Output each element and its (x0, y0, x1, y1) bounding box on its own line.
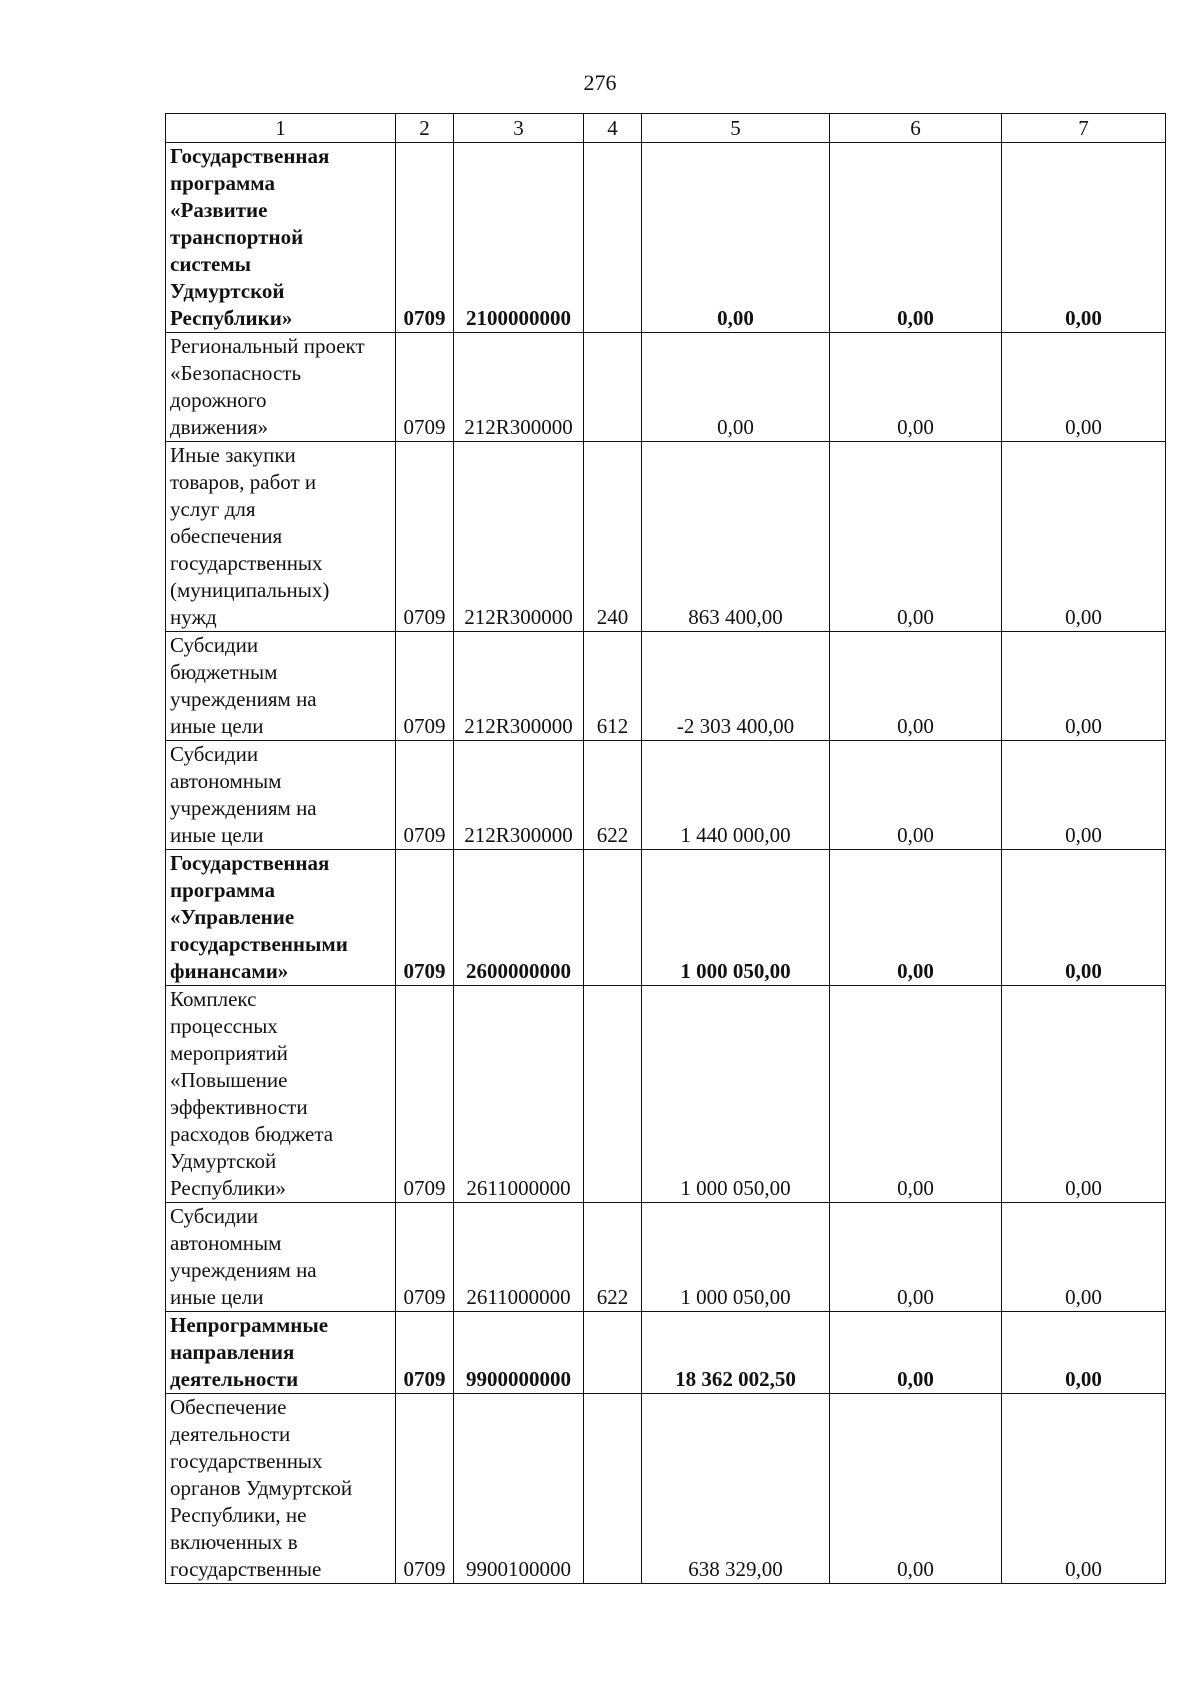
target-code-cell: 212R300000 (454, 741, 584, 850)
row-name-line: программа (170, 171, 275, 195)
target-code-cell: 2100000000 (454, 143, 584, 333)
expense-type-cell: 622 (584, 1203, 642, 1312)
row-name-line: товаров, работ и (170, 470, 317, 494)
expense-type-cell (584, 986, 642, 1203)
table-row (166, 986, 1166, 1203)
amount-col6-cell: 0,00 (830, 1203, 1002, 1312)
section-code-cell: 0709 (396, 1312, 454, 1394)
section-code-cell: 0709 (396, 333, 454, 442)
amount-col7-cell: 0,00 (1002, 1394, 1166, 1584)
section-code-cell: 0709 (396, 442, 454, 632)
amount-col6-cell: 0,00 (830, 442, 1002, 632)
column-header: 5 (642, 114, 830, 143)
row-name-line: бюджетным (170, 660, 278, 684)
row-name-line: Государственная (170, 851, 330, 875)
expense-type-cell: 240 (584, 442, 642, 632)
column-number-row (166, 114, 1166, 143)
table-row (166, 632, 1166, 741)
amount-col5-cell: 863 400,00 (642, 442, 830, 632)
table-row (166, 143, 1166, 333)
expense-type-cell (584, 1312, 642, 1394)
row-name-line: Удмуртской (170, 1149, 277, 1173)
column-header: 6 (830, 114, 1002, 143)
row-name-line: Субсидии (170, 633, 259, 657)
column-header: 4 (584, 114, 642, 143)
section-code-cell: 0709 (396, 850, 454, 986)
target-code-cell: 212R300000 (454, 632, 584, 741)
row-name-line: движения» (170, 415, 269, 439)
amount-col5-cell: 1 440 000,00 (642, 741, 830, 850)
row-name-line: Республики, не (170, 1503, 307, 1527)
row-name-line: иные цели (170, 823, 264, 847)
row-name-line: государственными (170, 932, 348, 956)
row-name-line: мероприятий (170, 1041, 288, 1065)
amount-col7-cell: 0,00 (1002, 333, 1166, 442)
page-number: 276 (583, 70, 617, 95)
row-name-line: Непрограммные (170, 1313, 329, 1337)
row-name-line: автономным (170, 769, 282, 793)
row-name-line: Региональный проект (170, 334, 365, 358)
amount-col7-cell: 0,00 (1002, 850, 1166, 986)
section-code-cell: 0709 (396, 1203, 454, 1312)
amount-col6-cell: 0,00 (830, 1312, 1002, 1394)
row-name-line: деятельности (170, 1367, 299, 1391)
amount-col6-cell: 0,00 (830, 143, 1002, 333)
amount-col5-cell: 0,00 (642, 333, 830, 442)
expense-type-cell (584, 143, 642, 333)
row-name-line: государственные (170, 1557, 322, 1581)
row-name-line: включенных в (170, 1530, 298, 1554)
target-code-cell: 2611000000 (454, 986, 584, 1203)
row-name-line: учреждениям на (170, 1258, 317, 1282)
row-name-line: учреждениям на (170, 687, 317, 711)
amount-col7-cell: 0,00 (1002, 1203, 1166, 1312)
row-name-line: Удмуртской (170, 279, 285, 303)
row-name-cell (166, 143, 396, 333)
row-name-line: Республики» (170, 1176, 286, 1200)
section-code-cell: 0709 (396, 143, 454, 333)
row-name-line: иные цели (170, 714, 264, 738)
amount-col5-cell: 0,00 (642, 143, 830, 333)
row-name-line: транспортной (170, 225, 304, 249)
section-code-cell: 0709 (396, 1394, 454, 1584)
row-name-line: деятельности (170, 1422, 291, 1446)
amount-col7-cell: 0,00 (1002, 1312, 1166, 1394)
section-code-cell: 0709 (396, 741, 454, 850)
row-name-line: процессных (170, 1014, 278, 1038)
table-row (166, 850, 1166, 986)
amount-col6-cell: 0,00 (830, 741, 1002, 850)
section-code-cell: 0709 (396, 986, 454, 1203)
amount-col6-cell: 0,00 (830, 986, 1002, 1203)
amount-col5-cell: 1 000 050,00 (642, 986, 830, 1203)
row-name-line: «Повышение (170, 1068, 288, 1092)
row-name-line: направления (170, 1340, 295, 1364)
table-body (166, 143, 1166, 1584)
target-code-cell: 212R300000 (454, 442, 584, 632)
row-name-line: Государственная (170, 144, 330, 168)
row-name-cell (166, 442, 396, 632)
target-code-cell: 2600000000 (454, 850, 584, 986)
row-name-cell (166, 986, 396, 1203)
expense-type-cell: 612 (584, 632, 642, 741)
row-name-line: расходов бюджета (170, 1122, 334, 1146)
expense-type-cell (584, 1394, 642, 1584)
amount-col7-cell: 0,00 (1002, 632, 1166, 741)
amount-col5-cell: 1 000 050,00 (642, 850, 830, 986)
expense-type-cell (584, 333, 642, 442)
amount-col6-cell: 0,00 (830, 632, 1002, 741)
row-name-line: Комплекс (170, 987, 257, 1011)
amount-col5-cell: 1 000 050,00 (642, 1203, 830, 1312)
target-code-cell: 9900000000 (454, 1312, 584, 1394)
amount-col5-cell: 18 362 002,50 (642, 1312, 830, 1394)
row-name-line: органов Удмуртской (170, 1476, 353, 1500)
row-name-cell (166, 1312, 396, 1394)
column-header: 3 (454, 114, 584, 143)
row-name-line: Субсидии (170, 742, 259, 766)
row-name-line: «Развитие (170, 198, 268, 222)
row-name-cell (166, 632, 396, 741)
amount-col6-cell: 0,00 (830, 1394, 1002, 1584)
table-row (166, 741, 1166, 850)
amount-col7-cell: 0,00 (1002, 986, 1166, 1203)
section-code-cell: 0709 (396, 632, 454, 741)
amount-col7-cell: 0,00 (1002, 442, 1166, 632)
row-name-line: финансами» (170, 959, 289, 983)
row-name-line: автономным (170, 1231, 282, 1255)
row-name-line: дорожного (170, 388, 267, 412)
amount-col7-cell: 0,00 (1002, 741, 1166, 850)
amount-col7-cell: 0,00 (1002, 143, 1166, 333)
column-header: 2 (396, 114, 454, 143)
row-name-line: услуг для (170, 497, 256, 521)
row-name-line: Обеспечение (170, 1395, 287, 1419)
row-name-line: Субсидии (170, 1204, 259, 1228)
row-name-line: учреждениям на (170, 796, 317, 820)
row-name-line: системы (170, 252, 252, 276)
expense-type-cell (584, 850, 642, 986)
amount-col6-cell: 0,00 (830, 333, 1002, 442)
row-name-cell (166, 850, 396, 986)
row-name-line: «Безопасность (170, 361, 302, 385)
row-name-line: (муниципальных) (170, 578, 330, 602)
table-row (166, 333, 1166, 442)
budget-table (165, 113, 1166, 1584)
row-name-line: Республики» (170, 306, 293, 330)
row-name-line: программа (170, 878, 275, 902)
table-row (166, 1394, 1166, 1584)
row-name-line: эффективности (170, 1095, 308, 1119)
row-name-line: обеспечения (170, 524, 283, 548)
target-code-cell: 9900100000 (454, 1394, 584, 1584)
row-name-cell (166, 741, 396, 850)
table-row (166, 1203, 1166, 1312)
row-name-line: иные цели (170, 1285, 264, 1309)
table-row (166, 442, 1166, 632)
row-name-cell (166, 1203, 396, 1312)
row-name-line: Иные закупки (170, 443, 296, 467)
row-name-cell (166, 1394, 396, 1584)
row-name-line: государственных (170, 1449, 323, 1473)
column-header: 1 (166, 114, 396, 143)
target-code-cell: 2611000000 (454, 1203, 584, 1312)
row-name-line: государственных (170, 551, 323, 575)
table-row (166, 1312, 1166, 1394)
amount-col5-cell: 638 329,00 (642, 1394, 830, 1584)
row-name-line: нужд (170, 605, 217, 629)
column-header: 7 (1002, 114, 1166, 143)
row-name-line: «Управление (170, 905, 295, 929)
amount-col6-cell: 0,00 (830, 850, 1002, 986)
expense-type-cell: 622 (584, 741, 642, 850)
target-code-cell: 212R300000 (454, 333, 584, 442)
amount-col5-cell: -2 303 400,00 (642, 632, 830, 741)
row-name-cell (166, 333, 396, 442)
